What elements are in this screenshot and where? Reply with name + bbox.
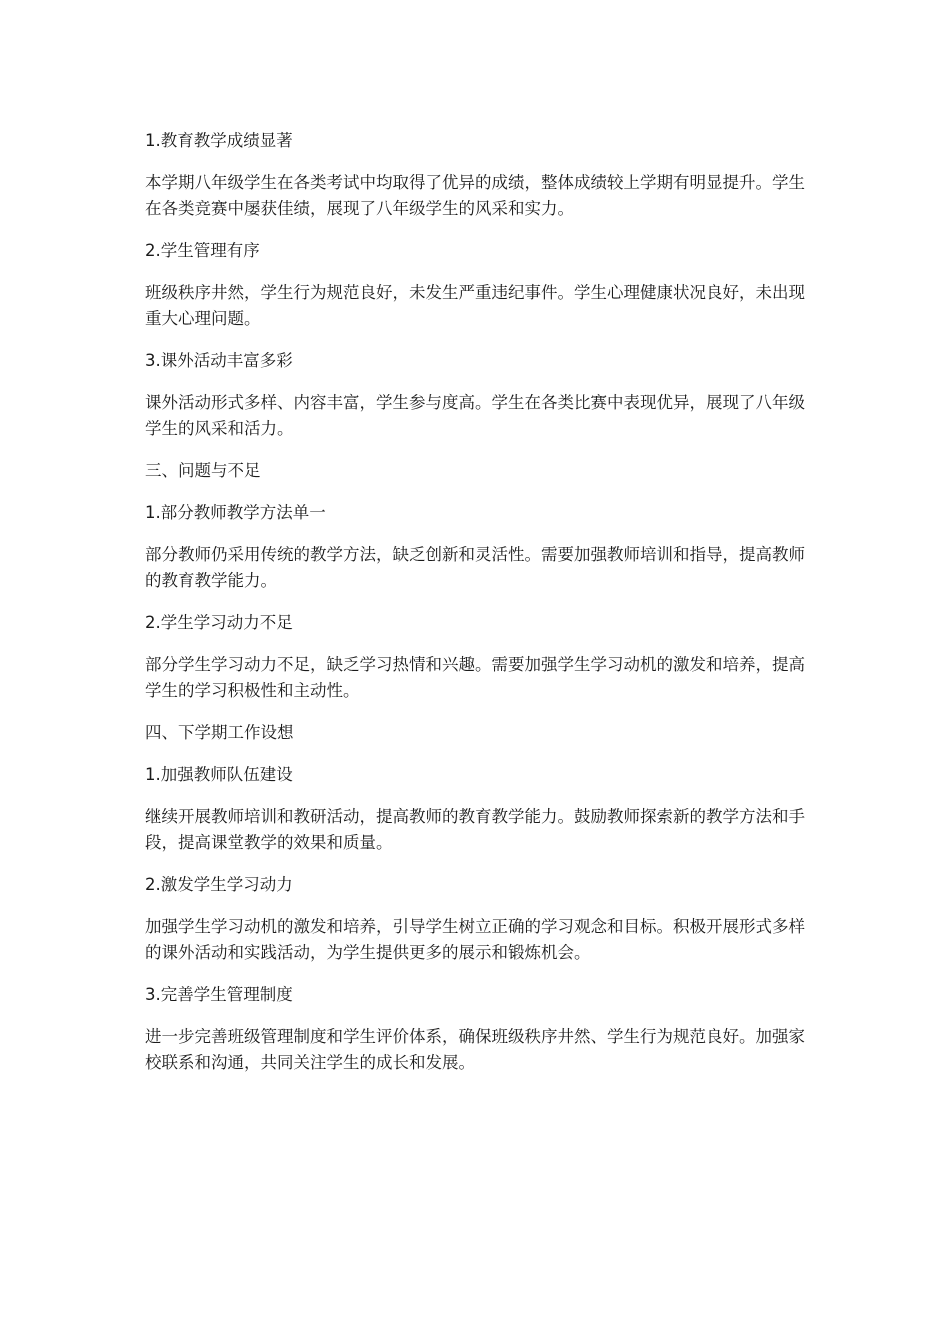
- section-heading-teacher-team: 1.加强教师队伍建设: [145, 765, 293, 784]
- paragraph-learning-motivation: 部分学生学习动力不足，缺乏学习热情和兴趣。需要加强学生学习动机的激发和培养，提高学生的学习积极性和主动性。: [145, 655, 805, 700]
- paragraph-education-results: 本学期八年级学生在各类考试中均取得了优异的成绩，整体成绩较上学期有明显提升。学生在各类竞赛中屡获佳绩，展现了八年级学生的风采和实力。: [145, 173, 805, 218]
- section-heading-extracurricular: 3.课外活动丰富多彩: [145, 351, 293, 370]
- section-heading-teaching-methods: 1.部分教师教学方法单一: [145, 503, 326, 522]
- section-heading-student-management: 2.学生管理有序: [145, 241, 260, 260]
- chapter-heading-problems: 三、问题与不足: [145, 461, 261, 480]
- paragraph-teaching-methods: 部分教师仍采用传统的教学方法，缺乏创新和灵活性。需要加强教师培训和指导，提高教师的教育教学能力。: [145, 545, 805, 590]
- section-heading-learning-motivation: 2.学生学习动力不足: [145, 613, 293, 632]
- section-heading-stimulate-motivation: 2.激发学生学习动力: [145, 875, 293, 894]
- paragraph-student-management: 班级秩序井然，学生行为规范良好，未发生严重违纪事件。学生心理健康状况良好，未出现重大心理问题。: [145, 283, 805, 328]
- paragraph-teacher-team: 继续开展教师培训和教研活动，提高教师的教育教学能力。鼓励教师探索新的教学方法和手段，提高课堂教学的效果和质量。: [145, 807, 805, 852]
- paragraph-extracurricular: 课外活动形式多样、内容丰富，学生参与度高。学生在各类比赛中表现优异，展现了八年级学生的风采和活力。: [145, 393, 805, 438]
- paragraph-management-system: 进一步完善班级管理制度和学生评价体系，确保班级秩序井然、学生行为规范良好。加强家校联系和沟通，共同关注学生的成长和发展。: [145, 1027, 805, 1072]
- paragraph-stimulate-motivation: 加强学生学习动机的激发和培养，引导学生树立正确的学习观念和目标。积极开展形式多样的课外活动和实践活动，为学生提供更多的展示和锻炼机会。: [145, 917, 805, 962]
- document-body: [145, 128, 810, 1092]
- chapter-heading-next-term-plan: 四、下学期工作设想: [145, 723, 294, 742]
- section-heading-management-system: 3.完善学生管理制度: [145, 985, 293, 1004]
- section-heading-education-results: 1.教育教学成绩显著: [145, 131, 293, 150]
